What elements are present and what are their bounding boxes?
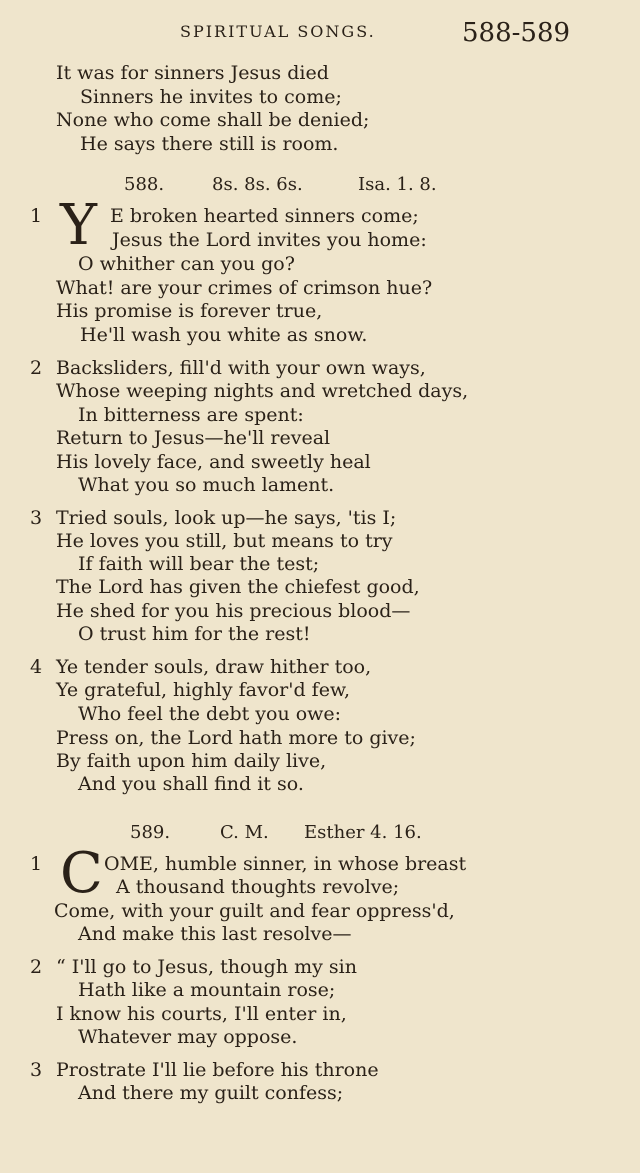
verse-line: And make this last resolve— [78,923,352,945]
verse-line: What! are your crimes of crimson hue? [56,277,433,299]
verse-line: Tried souls, look up—he says, 'tis I; [56,507,397,529]
hymn-meter: C. M. [220,822,269,843]
hymn-scripture: Esther 4. 16. [304,822,422,843]
stanza-number: 4 [30,656,43,678]
verse-line: He shed for you his precious blood— [56,600,411,622]
verse-line: “ I'll go to Jesus, though my sin [56,956,357,978]
hymn-meter: 8s. 8s. 6s. [212,174,303,195]
verse-line: And there my guilt confess; [78,1082,344,1104]
verse-line: Whose weeping nights and wretched days, [56,380,469,402]
stanza-number: 3 [30,1059,43,1081]
verse-line: Backsliders, fill'd with your own ways, [56,357,426,379]
verse-line: His lovely face, and sweetly heal [56,451,371,473]
verse-line: In bitterness are spent: [78,404,304,426]
verse-line: Ye grateful, highly favor'd few, [56,679,350,701]
verse-line: E broken hearted sinners come; [110,205,419,227]
prior-line: It was for sinners Jesus died [56,62,329,84]
drop-cap: C [60,841,103,906]
prior-line: Sinners he invites to come; [80,86,342,108]
running-title: SPIRITUAL SONGS. [180,22,376,41]
verse-line: O whither can you go? [78,253,295,275]
stanza-number: 2 [30,357,43,379]
verse-line: The Lord has given the chiefest good, [56,576,420,598]
hymn-scripture: Isa. 1. 8. [358,174,437,195]
stanza-number: 1 [30,205,43,227]
verse-line: His promise is forever true, [56,300,323,322]
verse-line: Press on, the Lord hath more to give; [56,727,416,749]
verse-line: OME, humble sinner, in whose breast [104,853,467,875]
verse-line: And you shall find it so. [78,773,304,795]
prior-line: He says there still is room. [80,133,339,155]
stanza-number: 3 [30,507,43,529]
page-numbers: 588-589 [462,18,571,48]
verse-line: Who feel the debt you owe: [78,703,342,725]
verse-line: Come, with your guilt and fear oppress'd, [54,900,455,922]
verse-line: Hath like a mountain rose; [78,979,336,1001]
verse-line: Return to Jesus—he'll reveal [56,427,331,449]
verse-line: What you so much lament. [78,474,335,496]
verse-line: Ye tender souls, draw hither too, [56,656,372,678]
verse-line: By faith upon him daily live, [56,750,327,772]
verse-line: He loves you still, but means to try [56,530,393,552]
stanza-number: 1 [30,853,43,875]
verse-line: Jesus the Lord invites you home: [112,229,427,251]
hymn-number: 588. [124,174,165,195]
verse-line: If faith will bear the test; [78,553,320,575]
drop-cap: Y [60,193,97,258]
verse-line: O trust him for the rest! [78,623,311,645]
stanza-number: 2 [30,956,43,978]
verse-line: He'll wash you white as snow. [80,324,368,346]
prior-line: None who come shall be denied; [56,109,370,131]
verse-line: Whatever may oppose. [78,1026,298,1048]
verse-line: Prostrate I'll lie before his throne [56,1059,379,1081]
verse-line: I know his courts, I'll enter in, [56,1003,347,1025]
verse-line: A thousand thoughts revolve; [116,876,400,898]
hymn-number: 589. [130,822,171,843]
